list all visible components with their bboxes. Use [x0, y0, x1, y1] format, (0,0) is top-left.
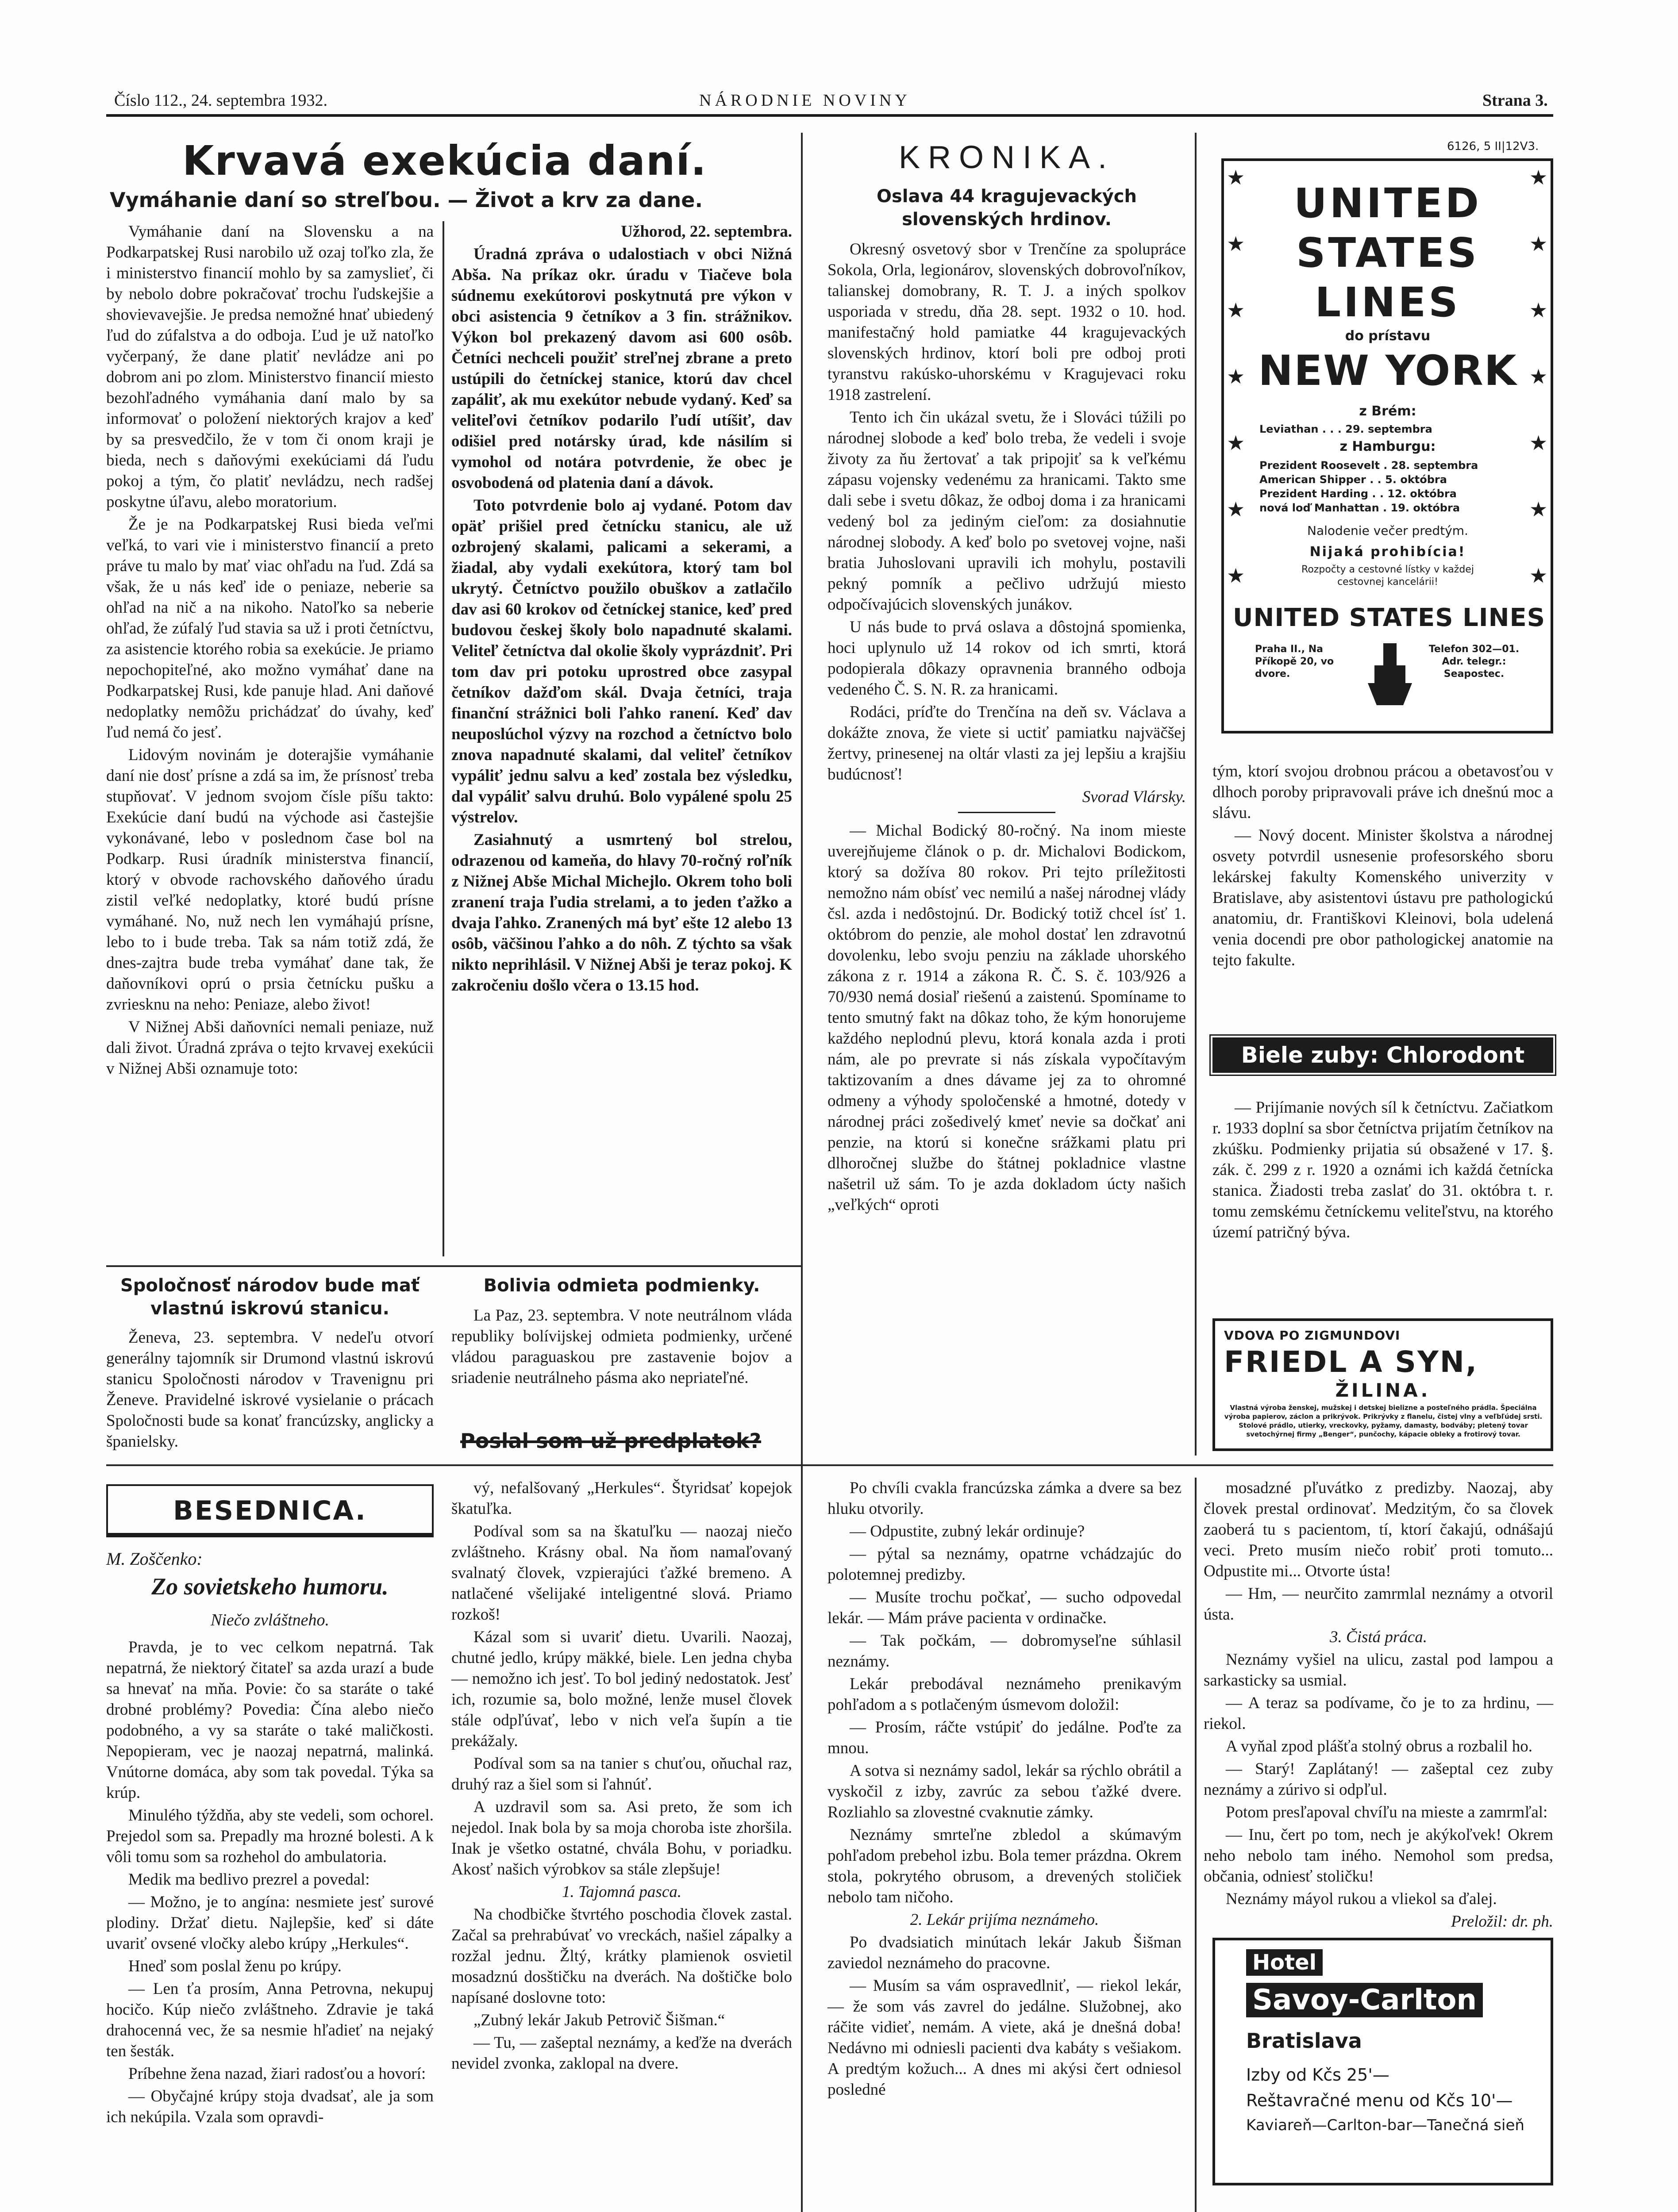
story-paragraph: „Zubný lekár Jakub Petrovič Šišman.“	[473, 2011, 725, 2029]
lead-column-1	[106, 221, 434, 1256]
united-states-lines-ad	[1221, 158, 1553, 733]
lead-paragraph: Lidovým novinám je doterajšie vymáhanie daní nie dosť prísne a zdá sa im, že prísnosť treba stupňovať. V jednom svojom čísle píšu takto: Exekúcie daní budú na východe asi častejšie vykonávané, lebo v poslednom čase bol na Podkarp. Rusi úradník ministerstva financií, ktorý v obvode rachovského daňového úradu zistil veľké nedoplatky, ktoré budú prísne vymáhané. No, nuž nech len vymáhajú prísne, lebo to i bude treba. Tak sa nám totiž zdá, že dnes-zajtra bude treba vymáhať dane tak, že daňovníkovi oprú o prsia četnícku pušku a zvriesknu na neho: Peniaze, alebo život!	[106, 746, 434, 1014]
usl-footer-name: UNITED STATES LINES	[1233, 603, 1546, 632]
story-paragraph: vý, nefalšovaný „Herkules“. Štyridsať kopejok škatuľka.	[451, 1479, 792, 1518]
issue-number: Číslo 112., 24. septembra 1932.	[114, 91, 327, 110]
star-icon: ★	[1529, 564, 1548, 588]
chlorodont-ad: Biele zuby: Chlorodont	[1212, 1037, 1553, 1073]
story-paragraph: Neznámy smrteľne zbledol a skúmavým pohľadom prebehol izbu. Bola temer prázdna. Okrem stola, pokrytého obrusom, a drevených stoličiek nebolo tam ničoho.	[827, 1826, 1182, 1906]
story-paragraph: Na chodbičke štvrtého poschodia človek zastal. Začal sa prehrabúvať vo vreckách, našiel zápalky a rozžal jednu. Žltý, krátky plamienok osvietil mosadznú dosštičku na dverách. Na doštičke bolo napísané doslovne toto:	[451, 1905, 792, 2007]
star-icon: ★	[1529, 431, 1548, 455]
usl-ship: Prezident Harding . . 12. októbra	[1259, 488, 1457, 500]
dateline: Užhorod, 22. septembra.	[621, 223, 792, 241]
story-paragraph: Po chvíli cvakla francúzska zámka a dvere sa bez hluku otvorily.	[827, 1479, 1182, 1518]
friedl-city: ŽILINA.	[1335, 1379, 1431, 1401]
story-paragraph: — Obyčajné krúpy stoja dvadsať, ale ja som ich nekúpila. Vzala som opravdi-	[106, 2087, 434, 2126]
hotel-name: Savoy-Carlton	[1246, 1983, 1483, 2017]
besednica-story-title: Zo sovietskeho humoru.	[151, 1573, 389, 1600]
kronika-column	[827, 239, 1186, 1234]
hotel-menu: Reštavračné menu od Kčs 10'—	[1246, 2091, 1513, 2110]
usl-ship: nová loď Manhattan . 19. októbra	[1259, 502, 1460, 514]
story-section-title: 1. Tajomná pasca.	[562, 1883, 681, 1901]
usl-tickets: Rozpočty a cestovné lístky v každej cestovnej kancelárii!	[1301, 564, 1474, 588]
hotel-cafe: Kaviareň—Carlton-bar—Tanečná sieň	[1246, 2116, 1524, 2134]
story-paragraph: — Hm, — neurčito zamrmlal neznámy a otvoril ústa.	[1204, 1585, 1553, 1624]
header-rule	[106, 114, 1553, 117]
column-divider	[1195, 133, 1197, 1455]
story-paragraph: mosadzné pľuvátko z predizby. Naozaj, aby človek prestal ordinovať. Medzitým, čo sa človek zaoberá tu s pacientom, tí, ktorí čakajú, odnášajú veci. Preto musím niečo robiť proti tomuto... Odpustite mi... Otvorte ústa!	[1204, 1479, 1553, 1580]
story-paragraph: — Odpustite, zubný lekár ordinuje?	[850, 1522, 1085, 1540]
usl-prohibition: Nijaká prohibícia!	[1309, 544, 1466, 560]
kronika-paragraph: Rodáci, príďte do Trenčína na deň sv. Václava a dokážte znova, že viete si uctiť pamiatku najväčšej žertvy, prinesenej na oltár vlasti za jej lepšiu a krajšiu budúcnosť!	[827, 703, 1186, 783]
besednica-note: Niečo zvláštneho.	[210, 1611, 330, 1629]
kronika-title: KRONIKA.	[898, 140, 1115, 175]
story-paragraph: — Tak počkám, — dobromyseľne súhlasil neznámy.	[827, 1632, 1182, 1671]
story-paragraph: A sotva si neznámy sadol, lekár sa rýchlo obrátil a vyskočil z izby, zavrúc za sebou ťažké dvere. Rozliahlo sa zlovestné cvaknutie zámky.	[827, 1762, 1182, 1821]
story-paragraph: Kázal som si uvariť dietu. Uvarili. Naozaj, chutné jedlo, krúpy mäkké, biele. Len jedna chyba — nemožno ich jesť. To bol jediný nedostatok. Jesť ich, rozumie sa, bolo možné, lenže musel človek stále odpľúvať, lebo v nich veľa šupín a tie prekážaly.	[451, 1628, 792, 1750]
kronika-paragraph: Okresný osvetový sbor v Trenčíne za spolupráce Sokola, Orla, legionárov, slovenských dobrovoľníkov, talianskej domobrany, R. T. J. a iných spolkov usporiada v stredu, dňa 28. sept. 1932 o 10. hod. manifestačný hold pamiatke 44 kragujevackých slovenských hrdinov, ktorí boli pre odboj proti tyranstvu rakúsko-uhorskému v Kragujevaci roku 1918 zastrelení.	[827, 240, 1186, 404]
story-paragraph: — Musím sa vám ospravedlniť, — riekol lekár, — že som vás zavrel do jedálne. Služobnej, ako ráčite vidieť, nemám. A viete, aká je dnešná doba! Nedávno mi odniesli pacienti dva kabáty s vešiakom. A predtým kožuch... A dnes mi akýsi čert odniesol posledné	[827, 1977, 1182, 2099]
star-icon: ★	[1227, 497, 1245, 521]
star-icon: ★	[1529, 298, 1548, 322]
story-paragraph: Príbehne žena nazad, žiari radosťou a hovorí:	[128, 2065, 426, 2083]
usl-bremen-ship: Leviathan . . . 29. septembra	[1259, 423, 1432, 435]
usl-from-hamburg: z Hamburgu:	[1339, 439, 1436, 454]
lead-paragraph: Vymáhanie daní na Slovensku a na Podkarpatskej Rusi narobilo už ozaj toľko zla, že i ministerstvo financií mohlo by sa zamyslieť, či by nebolo dobre pokračovať trochu ľudskejšie a shovievavejšie. Je predsa nemožné hnať ubiedený ľud do zúfalstva a do odboja. Ľud je už natoľko vyčerpaný, že dane platiť nevládze ani po dobrom ani po zlom. Ministerstvo financií miesto bezohľadného vymáhania daní malo by sa informovať o položení niektorých krajov a keď by sa presvedčilo, že v tom či onom kraji je bieda, nech s daňovými exekúciami dá ľudu pokoj a tým, čo platiť nevládzu, nech radšej poskytne úľavu, alebo moratorium.	[106, 223, 434, 511]
star-icon: ★	[1227, 298, 1245, 322]
story-paragraph: — Tu, — zašeptal neznámy, a keďže na dverách nevidel zvonka, zaklopal na dvere.	[451, 2034, 792, 2073]
kronika-paragraph: — Michal Bodický 80-ročný. Na inom mieste uverejňujeme článok o p. dr. Michalovi Bodickom, ktorý sa dožíva 80 rokov. Pri tejto príležitosti nemožno nám obísť vec nemilú a našej národnej vlády čsl. azda i nedôstojnú. Dr. Bodický totiž chcel ísť 1. októbrom do penzie, ale mohol dostať len zdravotnú dovolenku, lebo svoju penziu na základe uhorského zákona z r. 1914 a zákona R. Č. S. č. 103/926 a 70/930 nemá dosiaľ riešenú a zaistenú. Spomíname to tento smutný fakt na dôkaz toho, že kým honorujeme každého neplodnú plevu, ktorá konala azda i proti nám, ale po prevrate si nás získala vypočítavým taktizovaním a dnes dávame jej za to ohromné odmeny a výhody spoločenské a hmotné, dotedy v národnej práci zošedivelý kmeť nevie sa dočkať ani penzie, na ktorú si konečne srážkami platu pri dlhoročnej službe do štátnej pokladnice vlastne našetril už sám. To je azda dokladom úcty našich „veľkých“ oproti	[827, 822, 1186, 1214]
friedl-ad	[1212, 1318, 1553, 1451]
lead-paragraph: Toto potvrdenie bolo aj vydané. Potom dav opäť prišiel pred četnícku stanicu, ale už ozbrojený skalami, palicami a sekerami, a žiadal, aby vydali exekútora, ktorý tam bol ukrytý. Četníctvo použilo obuškov a zatlačilo dav asi 60 krokov od četníckej stanice, keď pred budovou českej školy bolo napadnuté skalami. Veliteľ četníctva dal okolie školy vyprázdniť. Pri tom dav pri potoku uprostred obce zasypal četníkov dažďom skál. Dvaja četníci, traja finanční strážnici boli ľahko ranení. Keď dav neuposlúchol výzvy na rozchod a četníctvo bolo znova napadnuté skalami, dal veliteľ četníkov vypáliť jednu salvu a keď zostala bez výsledku, dal vypáliť salvu druhú. Bolo vypálené spolu 25 výstrelov.	[451, 496, 792, 826]
lead-paragraph: Úradná zpráva o udalostiach v obci Nižná Abša. Na príkaz okr. úradu v Tiačeve bola súdnemu exekútorovi poskytnutá pre výkon v obci asistencia 9 četníkov a 3 fin. strážnikov. Výkon bol prekazený davom asi 600 osôb. Četníci nechceli použiť streľnej zbrane a preto ustúpili do četníckej stanice, ktorú dav chcel zapáliť, ak mu exekútor nebude vydaný. Keď sa veliteľovi četníkov podarilo ľudí utíšiť, dav odišiel pred notársky úrad, kde násilím si vymohol od notára potvrdenie, že obec je osvobodená od platenia daní a dávok.	[451, 245, 792, 492]
story-paragraph: Podíval som sa na škatuľku — naozaj niečo zvláštneho. Krásny obal. Na ňom namaľovaný svalnatý človek, vzpierajúci ťažké bremeno. A natlačené všelijaké inteligentné slová. Priamo rozkoš!	[451, 1522, 792, 1624]
story-paragraph: Medik ma bedlivo prezrel a povedal:	[128, 1870, 370, 1889]
bolivia-title: Bolivia odmieta podmienky.	[483, 1275, 760, 1296]
usl-address: Praha II., Na Příkopě 20, vo dvore.	[1255, 644, 1334, 680]
story-paragraph: A vyňal zpod plášťa stolný obrus a rozbalil ho.	[1226, 1737, 1532, 1755]
besednica-column-4	[1204, 1478, 1553, 1929]
story-section-title: 2. Lekár prijíma neznámeho.	[910, 1911, 1099, 1929]
story-paragraph: — Možno, je to angína: nesmiete jesť surové plodiny. Držať dietu. Najlepšie, keď si dáte uvariť ovsené vločky alebo krúpy „Herkules“.	[106, 1893, 434, 1953]
besednica-title: BESEDNICA.	[173, 1495, 367, 1526]
story-section-title: 3. Čistá práca.	[1330, 1628, 1427, 1646]
story-paragraph: — Prosím, ráčte vstúpiť do jedálne. Poďte za mnou.	[827, 1718, 1182, 1757]
besednica-column-2	[451, 1478, 792, 2212]
spolocnost-title: Spoločnosť národov bude mať vlastnú iskrovú stanicu.	[120, 1275, 420, 1319]
lead-paragraph: Zasiahnutý a usmrtený bol strelou, odrazenou od kameňa, do hlavy 70-ročný roľník z Nižnej Abše Michal Michejlo. Okrem toho boli zranení traja ľudia strelami, a to jeden ťažko a dvaja ľahko. Zranených má byť ešte 12 alebo 13 osôb, väčšinou ľahko a do nôh. Z týchto sa však nikto neprihlásil. V Nižnej Abši je teraz pokoj. K zakročeniu došlo včera o 13.15 hod.	[451, 831, 792, 995]
lead-paragraph: V Nižnej Abši daňovníci nemali peniaze, nuž dali život. Úradná zpráva o tejto krvavej exekúcii v Nižnej Abši oznamuje toto:	[106, 1018, 434, 1078]
column-divider	[443, 221, 444, 1256]
ship-graphic	[1366, 639, 1414, 710]
story-paragraph: Podíval som sa na tanier s chuťou, oňuchal raz, druhý raz a šiel som si ľahnúť.	[451, 1755, 792, 1793]
story-paragraph: — pýtal sa neznámy, opatrne vchádzajúc do polotemnej predizby.	[827, 1545, 1182, 1584]
star-icon: ★	[1529, 165, 1548, 189]
newspaper-name: NÁRODNIE NOVINY	[699, 91, 911, 110]
usl-port: NEW YORK	[1258, 347, 1517, 395]
story-paragraph: Po dvadsiatich minútach lekár Jakub Šišman zaviedol neznámeho do pracovne.	[827, 1933, 1182, 1972]
star-icon: ★	[1227, 564, 1245, 588]
usl-from-bremen: z Brém:	[1359, 403, 1416, 419]
spolocnost-text	[106, 1327, 434, 1451]
short-rule	[958, 812, 1055, 813]
story-paragraph: — Inu, čert po tom, nech je akýkoľvek! Okrem neho nebolo tam iného. Nemohol som predsa, občania, odniesť stoličku!	[1204, 1826, 1553, 1886]
story-paragraph: — Starý! Zaplátaný! — zašeptal cez zuby neznámy a zúrivo si odpľul.	[1204, 1760, 1553, 1799]
translator-signature: Preložil: dr. ph.	[1451, 1912, 1553, 1931]
besednica-column-1	[106, 1637, 434, 2212]
star-icon: ★	[1227, 431, 1245, 455]
hotel-rooms: Izby od Kčs 25'—	[1246, 2065, 1389, 2085]
section-rule	[106, 1265, 801, 1267]
friedl-top: VDOVA PO ZIGMUNDOVI	[1224, 1328, 1401, 1343]
usl-ship: Prezident Roosevelt . 28. septembra	[1259, 459, 1478, 472]
spolocnost-paragraph: Ženeva, 23. septembra. V nedeľu otvorí generálny tajomník sir Drumond vlastnú iskrovú stanicu Spoločnosti národov v Travenignu pri Ženeve. Pravidelné iskrové vysielanie o prácach Spoločnosti bude sa konať francúzsky, anglicky a španielsky.	[106, 1329, 434, 1451]
kronika-paragraph: Tento ich čin ukázal svetu, že i Slováci túžili po národnej slobode a keď bolo treba, že vedeli i svoje životy za ňu žertovať a tak pripojiť sa k veľkému zápasu vojensky vedenému za hranicami. Takto sme dali sebe i svetu dôkaz, že odboj doma i za hranicami vedený bol za jediným cieľom: za dosiahnutie národnej slobody. A keď bolo po svetovej vojne, naši bratia Juhoslovani upravili ich mohylu, postavili pekný pomník a pečlivo udržujú miesto odpočívajúcich slovenských junákov.	[827, 408, 1186, 614]
kronika-paragraph: — Prijímanie nových síl k četníctvu. Začiatkom r. 1933 doplní sa sbor četníctva prijatím četníkov na zkúšku. Podmienky prijatia sú obsažené v 17. §. zák. č. 299 z r. 1920 a oznámi ich každá četnícka stanica. Žiadosti treba zaslať do 31. októbra t. r. tomu zemskému četníckemu veliteľstvu, na ktorého území patričný býva.	[1212, 1098, 1553, 1241]
story-paragraph: — A teraz sa podívame, čo je to za hrdinu, — riekol.	[1204, 1694, 1553, 1733]
section-rule	[106, 1464, 1553, 1466]
ship-icon	[1366, 639, 1414, 710]
star-icon: ★	[1227, 165, 1245, 189]
star-icon: ★	[1529, 497, 1548, 521]
ad-code: 6126, 5 II|12V3.	[1447, 140, 1539, 153]
hotel-city: Bratislava	[1246, 2029, 1362, 2053]
bolivia-text	[451, 1305, 792, 1420]
story-paragraph: — Len ťa prosím, Anna Petrovna, nekupuj hocičo. Kúp niečo zvláštneho. Zdravie je taká drahocenná vec, že sa nesmie hľadieť na nejaký ten šesták.	[106, 1980, 434, 2060]
usl-telephone: Telefon 302—01. Adr. telegr.: Seaposteс.	[1428, 644, 1520, 680]
star-icon: ★	[1529, 365, 1548, 388]
lead-column-2	[451, 221, 792, 1256]
story-paragraph: Hneď som poslal ženu po krúpy.	[128, 1957, 342, 1975]
subscription-reminder: Poslal som už predplatok?	[460, 1429, 762, 1453]
page-number: Strana 3.	[1482, 91, 1548, 110]
oslava-title: Oslava 44 kragujevackých slovenských hrdinov.	[876, 186, 1137, 230]
star-icon: ★	[1227, 365, 1245, 388]
story-paragraph: A uzdravil som sa. Asi preto, že som ich nejedol. Inak bola by sa moja choroba iste zhoršila. Inak je všetko ostatné, chvála Bohu, v poriadku. Akosť našich výrobkov sa stále zlepšuje!	[451, 1798, 792, 1878]
besednica-author: M. Zoščenko:	[106, 1549, 203, 1569]
usl-ship: American Shipper . . 5. októbra	[1259, 473, 1447, 486]
right-column-middle	[1212, 1097, 1553, 1310]
star-icon: ★	[1227, 232, 1245, 256]
usl-embark: Nalodenie večer predtým.	[1307, 523, 1468, 538]
star-icon: ★	[1529, 232, 1548, 256]
lead-subtitle: Vymáhanie daní so streľbou. — Život a krv za dane.	[110, 188, 703, 212]
usl-name: UNITED STATES LINES	[1294, 180, 1482, 326]
signature: Svorad Vlársky.	[1082, 788, 1186, 806]
right-column-upper	[1212, 761, 1553, 1009]
kronika-paragraph: — Nový docent. Minister školstva a národnej osvety potvrdil usnesenie profesorského sboru lekárskej fakulty Komenského univerzity v Bratislave, aby asistentovi ústavu pre pathologickú anatomiu, dr. Františkovi Kleinovi, bola udelená venia docendi pre obor pathologickej anatomie na tejto fakulte.	[1212, 826, 1553, 969]
kronika-paragraph: tým, ktorí svojou drobnou prácou a obetavosťou v dlhoch poroby pripravovali práve ich dnešnú moc a slávu.	[1212, 762, 1553, 822]
lead-paragraph: Že je na Podkarpatskej Rusi bieda veľmi veľká, to vari vie i ministerstvo financií a preto práve tu malo by mať viac ohľadu na ľud. Zdá sa však, že u nás keď ide o peniaze, neberie sa ohľad na nič a na nikoho. Natoľko sa neberie ohľad, že zúfalý ľud stavia sa už i proti četníctvu, za asistencie ktorého robia sa exekúcie. Je priamo nepochopiteľné, ako možno vymáhať dane na Podkarpatskej Rusi, kde panuje hlad. Ani daňové nedoplatky nemôžu prichádzať do úvahy, keď ľud nemá čo jesť.	[106, 515, 434, 741]
story-paragraph: Potom presľapoval chvíľu na mieste a zamrmľal:	[1226, 1803, 1548, 1821]
friedl-name: FRIEDL A SYN,	[1224, 1345, 1478, 1379]
story-paragraph: Neznámy vyšiel na ulicu, zastal pod lampou a sarkasticky sa usmial.	[1204, 1651, 1553, 1690]
story-paragraph: Neznámy máyol rukou a vliekol sa ďalej.	[1226, 1890, 1497, 1908]
story-paragraph: Minulého týždňa, aby ste vedeli, som ochorel. Prejedol som sa. Prepadly ma hrozné bolesti. A k vôli tomu som sa rozhehol do ambulatoria.	[106, 1806, 434, 1866]
hotel-ad	[1212, 1938, 1553, 2185]
lead-title: Krvavá exekúcia daní.	[182, 137, 707, 184]
bolivia-paragraph: La Paz, 23. septembra. V note neutrálnom vláda republiky bolívijskej odmieta podmienky, určené vládou paraguaskou pre zastavenie bojov a sriadenie neutrálneho pásma ako nepriateľné.	[451, 1306, 792, 1387]
hotel-label: Hotel	[1246, 1949, 1323, 1976]
friedl-text: Vlastná výroba ženskej, mužskej i detskej bielizne a posteľného prádla. Špeciálna výroba papierov, záclon a prikrývok. Prikrývky z flanelu, čistej vlny a veľbľúdej srsti. Stolové prádlo, utierky, vreckovky, pyžamy, damasty, bodváby; pletený tovar svetochýrnej firmy „Benger“, punčochy, kápacie obleky a frotirový tovar.	[1224, 1404, 1543, 1438]
usl-port-label: do prístavu	[1345, 328, 1431, 344]
column-divider	[801, 133, 803, 2212]
besednica-column-3	[827, 1478, 1182, 2212]
story-paragraph: Lekár prebodával neznámeho prenikavým pohľadom a s potlačeným úsmevom doložil:	[827, 1675, 1182, 1714]
kronika-paragraph: U nás bude to prvá oslava a dôstojná spomienka, hoci uplynulo už 14 rokov od ich smrti, ktorá podopierala dôkazy opravnenia branného odboja vedeného Č. S. N. R. za hranicami.	[827, 618, 1186, 699]
column-divider	[1195, 1478, 1197, 2212]
story-paragraph: Pravda, je to vec celkom nepatrná. Tak nepatrná, že niektorý čitateľ sa azda urazí a bude sa hnevať na mňa. Povie: čo sa staráte o také drobné problémy? Povedia: Čína alebo niečo podobného, a vy sa staráte o také maličkosti. Nepopieram, vec je naozaj nepatrná, malinká. Vnútorne domáca, aby som tak povedal. Týka sa krúp.	[106, 1638, 434, 1802]
story-paragraph: — Musíte trochu počkať, — sucho odpovedal lekár. — Mám práve pacienta v ordinačke.	[827, 1588, 1182, 1627]
